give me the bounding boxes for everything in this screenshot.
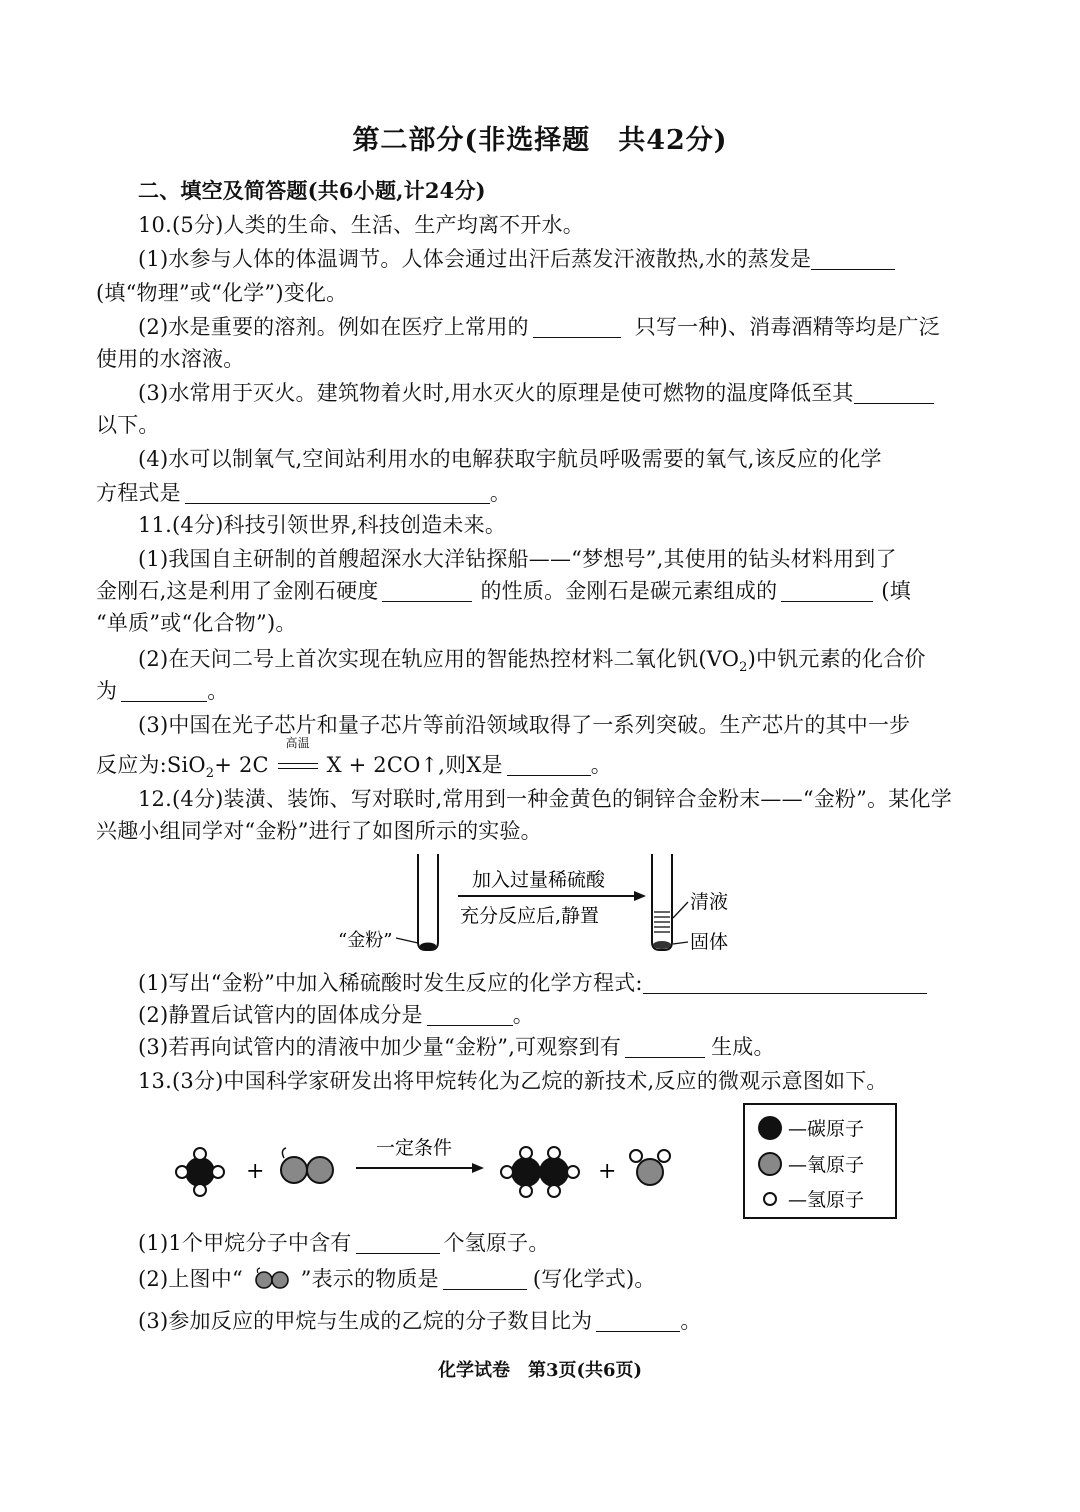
q12-part3-text-b: 生成。 xyxy=(711,1035,775,1059)
q10-part3-line2: 以下。 xyxy=(96,413,160,437)
legend-carbon-label: —碳原子 xyxy=(788,1118,865,1140)
reaction-equal-line-2 xyxy=(278,768,318,769)
q10-part1-line1 xyxy=(138,244,895,274)
q11-part3-text-c: + 2C xyxy=(214,753,269,777)
liquid-pointer xyxy=(673,902,688,918)
arrow-label-bottom: 充分反应后,静置 xyxy=(460,905,600,927)
q11-part3-text-b: 反应为:SiO xyxy=(96,753,206,777)
q11-part2-blank[interactable] xyxy=(121,679,207,702)
q10-part2-text-b: 只写一种)、消毒酒精等均是广泛 xyxy=(634,315,940,339)
q12-part2-end: 。 xyxy=(512,1003,534,1027)
gold-powder-label: “金粉” xyxy=(338,930,393,951)
q10-part1-text: (1)水参与人体的体温调节。人体会通过出汗后蒸发汗液散热,水的蒸发是 xyxy=(138,247,812,271)
q12-part1-blank[interactable] xyxy=(643,971,927,994)
q11-part3-subscript: 2 xyxy=(205,766,215,782)
process-arrow-head xyxy=(634,891,646,901)
q13-part3-end: 。 xyxy=(680,1309,702,1333)
q11-part1-line2 xyxy=(96,576,911,606)
q11-part2-text-b: )中钒元素的化合价 xyxy=(747,647,926,671)
q11-part1-line3: “单质”或“化合物”)。 xyxy=(96,611,297,635)
q11-part3-blank[interactable] xyxy=(507,753,591,776)
q11-part2-line1 xyxy=(138,644,926,683)
oxygen-molecule xyxy=(281,1148,333,1183)
part-title: 第二部分(非选择题 共42分) xyxy=(352,125,728,156)
solid-pointer xyxy=(673,942,688,944)
q13-part1-text-b: 个氢原子。 xyxy=(443,1231,550,1255)
q12-part3-text-a: (3)若再向试管内的清液中加少量“金粉”,可观察到有 xyxy=(138,1035,622,1059)
ethane-molecule xyxy=(501,1147,579,1197)
q12-part1-text: (1)写出“金粉”中加入稀硫酸时发生反应的化学方程式: xyxy=(138,971,643,995)
clear-liquid-label: 清液 xyxy=(690,891,729,913)
q12-part3 xyxy=(138,1032,775,1062)
q11-part1-line1: (1)我国自主研制的首艘超深水大洋钻探船——“梦想号”,其使用的钻头材料用到了 xyxy=(138,547,897,571)
q12-stem-line2: 兴趣小组同学对“金粉”进行了如图所示的实验。 xyxy=(96,819,542,843)
test-tube-right xyxy=(652,854,672,950)
q13-part2 xyxy=(138,1264,656,1294)
q11-part2-end: 。 xyxy=(207,679,229,703)
q12-part2-text: (2)静置后试管内的固体成分是 xyxy=(138,1003,423,1027)
solid-label: 固体 xyxy=(690,931,729,953)
oxygen-molecule-inline-icon xyxy=(250,1267,294,1291)
q10-part4-line1: (4)水可以制氧气,空间站利用水的电解获取宇航员呼吸需要的氧气,该反应的化学 xyxy=(138,447,882,471)
q11-part3-line1: (3)中国在光子芯片和量子芯片等前沿领域取得了一系列突破。生产芯片的其中一步 xyxy=(138,713,911,737)
q12-stem-line1: 12.(4分)装潢、装饰、写对联时,常用到一种金黄色的铜锌合金粉末——“金粉”。某化学 xyxy=(138,787,952,811)
q13-part1-text-a: (1)1个甲烷分子中含有 xyxy=(138,1231,352,1255)
q13-part3 xyxy=(138,1306,702,1336)
q11-part2-subscript: 2 xyxy=(739,660,748,676)
q10-part2-line1 xyxy=(138,312,940,342)
legend-hydrogen-label: —氢原子 xyxy=(788,1189,865,1211)
gold-powder-pointer xyxy=(396,938,418,943)
q12-experiment-figure xyxy=(330,850,750,960)
gold-powder-sediment xyxy=(420,943,436,950)
section-heading: 二、填空及简答题(共6小题,计24分) xyxy=(138,178,486,203)
q13-part3-blank[interactable] xyxy=(596,1309,680,1332)
q13-part1-blank[interactable] xyxy=(356,1231,440,1254)
q12-part2 xyxy=(138,1000,534,1030)
legend-oxygen-label: —氧原子 xyxy=(788,1154,865,1176)
q10-part4-end: 。 xyxy=(489,481,512,505)
q13-part2-text-c: (写化学式)。 xyxy=(532,1267,656,1291)
q12-part1 xyxy=(138,968,927,998)
plus-sign-1: + xyxy=(246,1159,265,1184)
q10-part3-blank[interactable] xyxy=(854,381,934,404)
q10-part1-blank[interactable] xyxy=(811,247,895,270)
arrow-label-top: 加入过量稀硫酸 xyxy=(472,869,606,891)
q12-part3-blank[interactable] xyxy=(625,1035,705,1058)
q10-part4-line2 xyxy=(96,478,511,508)
solid-sediment xyxy=(653,941,671,949)
q10-part2-blank[interactable] xyxy=(533,315,621,338)
q10-part2-text-a: (2)水是重要的溶剂。例如在医疗上常用的 xyxy=(138,315,529,339)
q11-part3-text-d: X + 2CO↑,则X是 xyxy=(326,753,503,777)
q11-part1-text-d: (填 xyxy=(881,579,911,603)
q11-stem: 11.(4分)科技引领世界,科技创造未来。 xyxy=(138,513,507,537)
q11-part2-line2 xyxy=(96,676,228,706)
q13-stem: 13.(3分)中国科学家研发出将甲烷转化为乙烷的新技术,反应的微观示意图如下。 xyxy=(138,1069,888,1093)
q10-part3-line1 xyxy=(138,378,934,408)
q12-part2-blank[interactable] xyxy=(427,1003,513,1026)
q11-part3-end: 。 xyxy=(590,753,612,777)
legend-carbon-symbol xyxy=(758,1116,782,1140)
reaction-condition xyxy=(276,736,320,780)
q13-part2-text-b: ”表示的物质是 xyxy=(300,1267,439,1291)
page-footer: 化学试卷 第3页(共6页) xyxy=(437,1360,643,1381)
reaction-arrow-head xyxy=(472,1163,484,1173)
q13-part2-text-a: (2)上图中“ xyxy=(138,1267,243,1291)
legend-hydrogen-symbol xyxy=(764,1193,776,1205)
reaction-condition-label: 高温 xyxy=(285,736,310,750)
q10-part4-blank[interactable] xyxy=(185,481,490,504)
water-molecule xyxy=(630,1150,670,1185)
test-tube-left xyxy=(418,854,438,950)
q11-part2-text-c: 为 xyxy=(96,679,118,703)
reaction-equal-line-1 xyxy=(278,763,318,764)
q10-part1-line2: (填“物理”或“化学”)变化。 xyxy=(96,281,348,305)
legend-oxygen-symbol xyxy=(759,1153,781,1175)
q13-part3-text: (3)参加反应的甲烷与生成的乙烷的分子数目比为 xyxy=(138,1309,593,1333)
reaction-condition-text: 一定条件 xyxy=(376,1137,453,1159)
q11-part1-blank-b[interactable] xyxy=(781,579,873,602)
q10-stem: 10.(5分)人类的生命、生活、生产均离不开水。 xyxy=(138,213,584,237)
methane-molecule xyxy=(176,1148,224,1196)
q11-part1-text-c: 的性质。金刚石是碳元素组成的 xyxy=(480,579,778,603)
q10-part3-text: (3)水常用于灭火。建筑物着火时,用水灭火的原理是使可燃物的温度降低至其 xyxy=(138,381,854,405)
plus-sign-2: + xyxy=(598,1159,617,1184)
q13-reaction-diagram xyxy=(160,1098,920,1228)
q11-part1-blank-a[interactable] xyxy=(382,579,472,602)
q11-part2-text-a: (2)在天问二号上首次实现在轨应用的智能热控材料二氧化钒(VO xyxy=(138,647,740,671)
q10-part4-text: 方程式是 xyxy=(96,481,181,505)
q13-part2-blank[interactable] xyxy=(443,1267,527,1290)
q13-part1 xyxy=(138,1228,550,1258)
q11-part1-text-b: 金刚石,这是利用了金刚石硬度 xyxy=(96,579,379,603)
q10-part2-line2: 使用的水溶液。 xyxy=(96,347,245,371)
clear-liquid-hatching xyxy=(654,912,670,932)
